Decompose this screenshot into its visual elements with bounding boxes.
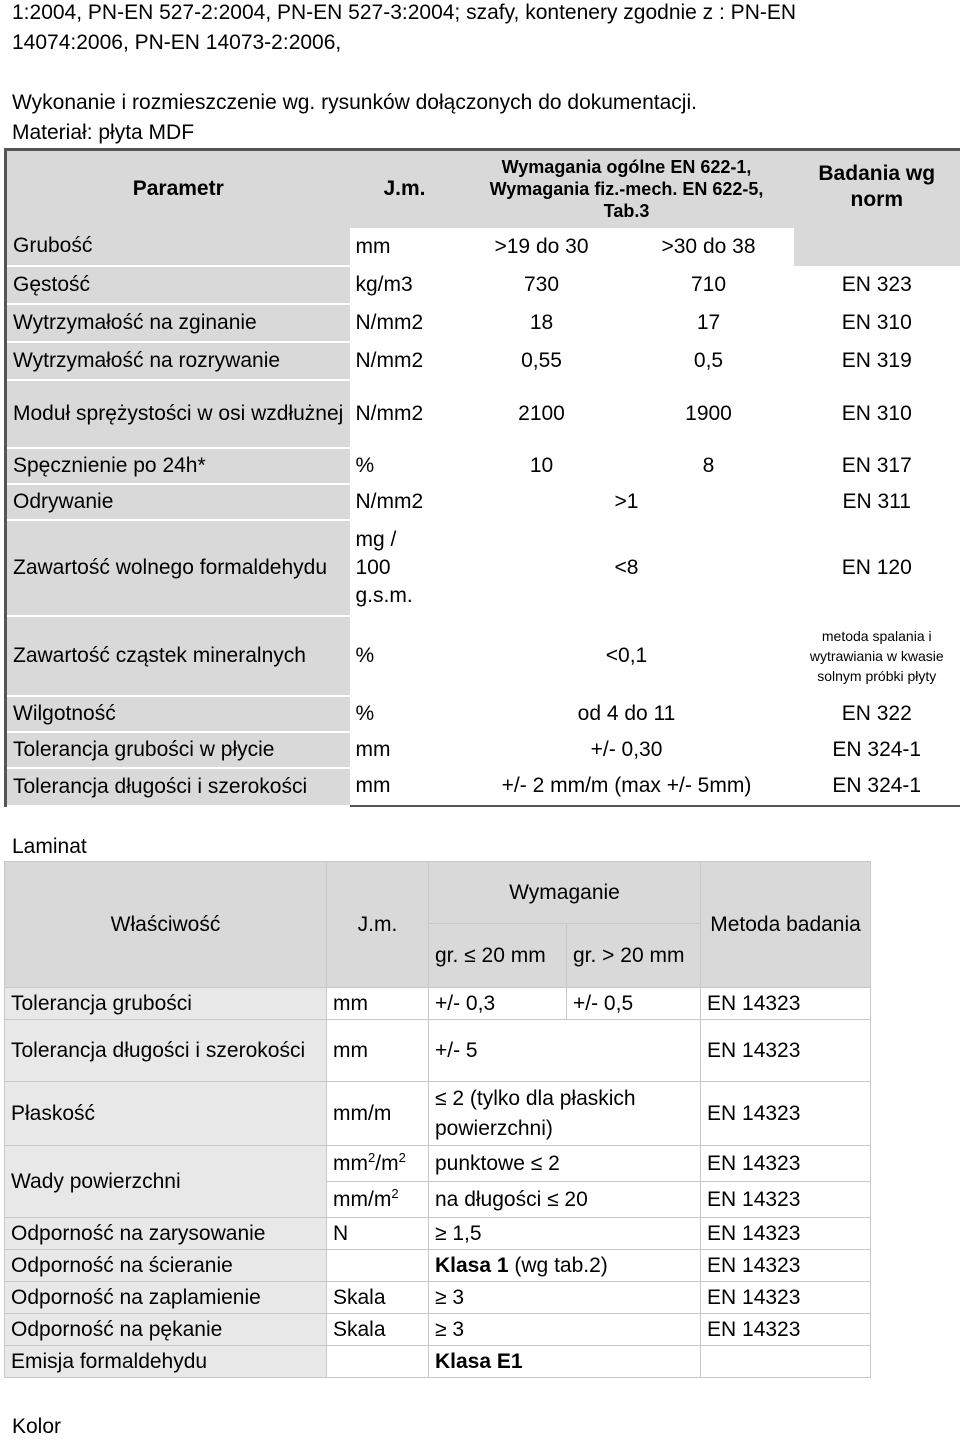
row-value-b: 8: [624, 448, 794, 484]
row-norm: metoda spalania i wytrawiania w kwasie solnym próbki płyty: [794, 616, 960, 696]
unit-base: mm/m: [333, 1188, 391, 1211]
row-unit: %: [350, 616, 460, 696]
row-unit: N/mm2: [350, 380, 460, 448]
row-method: EN 14323: [701, 1282, 871, 1314]
intro-line-3: Wykonanie i rozmieszczenie wg. rysunków dołączonych do dokumentacji.: [12, 88, 697, 118]
row-label: Odporność na ścieranie: [5, 1250, 327, 1282]
row-unit: [327, 1346, 429, 1378]
row-unit: Skala: [327, 1314, 429, 1346]
unit-mid: /m: [375, 1152, 398, 1175]
row-label: Odporność na pękanie: [5, 1314, 327, 1346]
row-label: Wady powierzchni: [5, 1146, 327, 1218]
value-bold: Klasa E1: [435, 1350, 523, 1373]
row-norm: EN 310: [794, 304, 960, 342]
row-unit: Skala: [327, 1282, 429, 1314]
row-norm: EN 324-1: [794, 732, 960, 768]
row-label: Zawartość cząstek mineralnych: [6, 616, 350, 696]
row-value-a: 0,55: [460, 342, 624, 380]
row-label: Wilgotność: [6, 696, 350, 732]
unit-base: mm: [333, 1152, 368, 1175]
unit-sup: 2: [399, 1150, 406, 1165]
row-unit: N: [327, 1218, 429, 1250]
row-norm: EN 322: [794, 696, 960, 732]
row-method: EN 14323: [701, 988, 871, 1020]
row-value-b: 0,5: [624, 342, 794, 380]
row-value: [429, 1250, 701, 1282]
row-label: Moduł sprężystości w osi wzdłużnej: [6, 380, 350, 448]
row-method: EN 14323: [701, 1250, 871, 1282]
row-value: ≥ 1,5: [429, 1218, 701, 1250]
laminat-properties-table: [4, 861, 871, 1378]
mdf-properties-table: [4, 148, 960, 807]
row-unit: kg/m3: [350, 266, 460, 304]
material-label: Materiał: płyta MDF: [12, 118, 194, 148]
row-value-a: +/- 0,3: [429, 988, 567, 1020]
header-method: Metoda badania: [701, 862, 871, 988]
row-label: Emisja formaldehydu: [5, 1346, 327, 1378]
row-value: <8: [460, 520, 794, 616]
row-label: Odporność na zarysowanie: [5, 1218, 327, 1250]
row-value-b: 710: [624, 266, 794, 304]
intro-line-2: 14074:2006, PN-EN 14073-2:2006,: [12, 28, 341, 58]
row-label: Spęcznienie po 24h*: [6, 448, 350, 484]
row-unit: mm: [327, 1020, 429, 1082]
row-value: ≤ 2 (tylko dla płaskich powierzchni): [429, 1082, 701, 1146]
row-value: +/- 2 mm/m (max +/- 5mm): [460, 768, 794, 806]
row-norm: EN 324-1: [794, 768, 960, 806]
row-norm: EN 319: [794, 342, 960, 380]
row-method: EN 14323: [701, 1020, 871, 1082]
row-label: Grubość: [6, 228, 350, 266]
row-value: >1: [460, 484, 794, 520]
row-unit: %: [350, 696, 460, 732]
row-label: Zawartość wolnego formaldehydu: [6, 520, 350, 616]
header-param: Parametr: [6, 150, 350, 228]
row-label: Tolerancja grubości w płycie: [6, 732, 350, 768]
row-value-a: 10: [460, 448, 624, 484]
row-unit: N/mm2: [350, 304, 460, 342]
row-value-b: +/- 0,5: [567, 988, 701, 1020]
row-label: Tolerancja grubości: [5, 988, 327, 1020]
row-value: ≥ 3: [429, 1282, 701, 1314]
row-unit: mm: [327, 988, 429, 1020]
header-unit: J.m.: [350, 150, 460, 228]
intro-line-1: 1:2004, PN-EN 527-2:2004, PN-EN 527-3:2004; szafy, kontenery zgodnie z : PN-EN: [12, 0, 796, 28]
row-label: Tolerancja długości i szerokości: [5, 1020, 327, 1082]
header-unit: J.m.: [327, 862, 429, 988]
unit-sup: 2: [368, 1150, 375, 1165]
row-unit: N/mm2: [350, 484, 460, 520]
row-norm: EN 310: [794, 380, 960, 448]
header-req-a: gr. ≤ 20 mm: [429, 924, 567, 988]
header-requirement: Wymaganie: [429, 862, 701, 924]
row-unit: [327, 1146, 429, 1182]
row-method: EN 14323: [701, 1082, 871, 1146]
header-norm: Badania wg norm: [794, 150, 960, 266]
row-value: +/- 0,30: [460, 732, 794, 768]
row-label: Gęstość: [6, 266, 350, 304]
row-label: Wytrzymałość na zginanie: [6, 304, 350, 342]
row-unit: mg / 100 g.s.m.: [350, 520, 460, 616]
row-method: EN 14323: [701, 1146, 871, 1182]
row-value-a: 2100: [460, 380, 624, 448]
row-label: Tolerancja długości i szerokości: [6, 768, 350, 806]
row-unit: mm/m: [327, 1082, 429, 1146]
row-value: [429, 1346, 701, 1378]
row-unit: [327, 1250, 429, 1282]
row-label: Odrywanie: [6, 484, 350, 520]
row-unit: mm: [350, 732, 460, 768]
row-value-a: 730: [460, 266, 624, 304]
row-label: Płaskość: [5, 1082, 327, 1146]
header-req-b: gr. > 20 mm: [567, 924, 701, 988]
row-norm: EN 311: [794, 484, 960, 520]
row-method: EN 14323: [701, 1182, 871, 1218]
header-property: Właściwość: [5, 862, 327, 988]
row-label: Odporność na zaplamienie: [5, 1282, 327, 1314]
thickness-b: >30 do 38: [624, 228, 794, 266]
thickness-a: >19 do 30: [460, 228, 624, 266]
row-value: +/- 5: [429, 1020, 701, 1082]
row-value: <0,1: [460, 616, 794, 696]
row-unit: mm: [350, 228, 460, 266]
unit-sup: 2: [391, 1186, 398, 1201]
row-value-b: 1900: [624, 380, 794, 448]
row-value: od 4 do 11: [460, 696, 794, 732]
row-value-b: 17: [624, 304, 794, 342]
row-method: EN 14323: [701, 1314, 871, 1346]
row-label: Wytrzymałość na rozrywanie: [6, 342, 350, 380]
row-value: na długości ≤ 20: [429, 1182, 701, 1218]
row-norm: EN 120: [794, 520, 960, 616]
header-requirements: Wymagania ogólne EN 622-1, Wymagania fiz.-mech. EN 622-5, Tab.3: [460, 150, 794, 228]
row-unit: [327, 1182, 429, 1218]
row-value-a: 18: [460, 304, 624, 342]
row-unit: mm: [350, 768, 460, 806]
row-unit: N/mm2: [350, 342, 460, 380]
row-method: [701, 1346, 871, 1378]
row-method: EN 14323: [701, 1218, 871, 1250]
row-norm: EN 323: [794, 266, 960, 304]
laminat-heading: Laminat: [12, 832, 87, 862]
row-value: ≥ 3: [429, 1314, 701, 1346]
row-norm: EN 317: [794, 448, 960, 484]
row-unit: %: [350, 448, 460, 484]
value-rest: (wg tab.2): [509, 1254, 608, 1277]
row-value: punktowe ≤ 2: [429, 1146, 701, 1182]
kolor-heading: Kolor: [12, 1412, 61, 1442]
value-bold: Klasa 1: [435, 1254, 509, 1277]
